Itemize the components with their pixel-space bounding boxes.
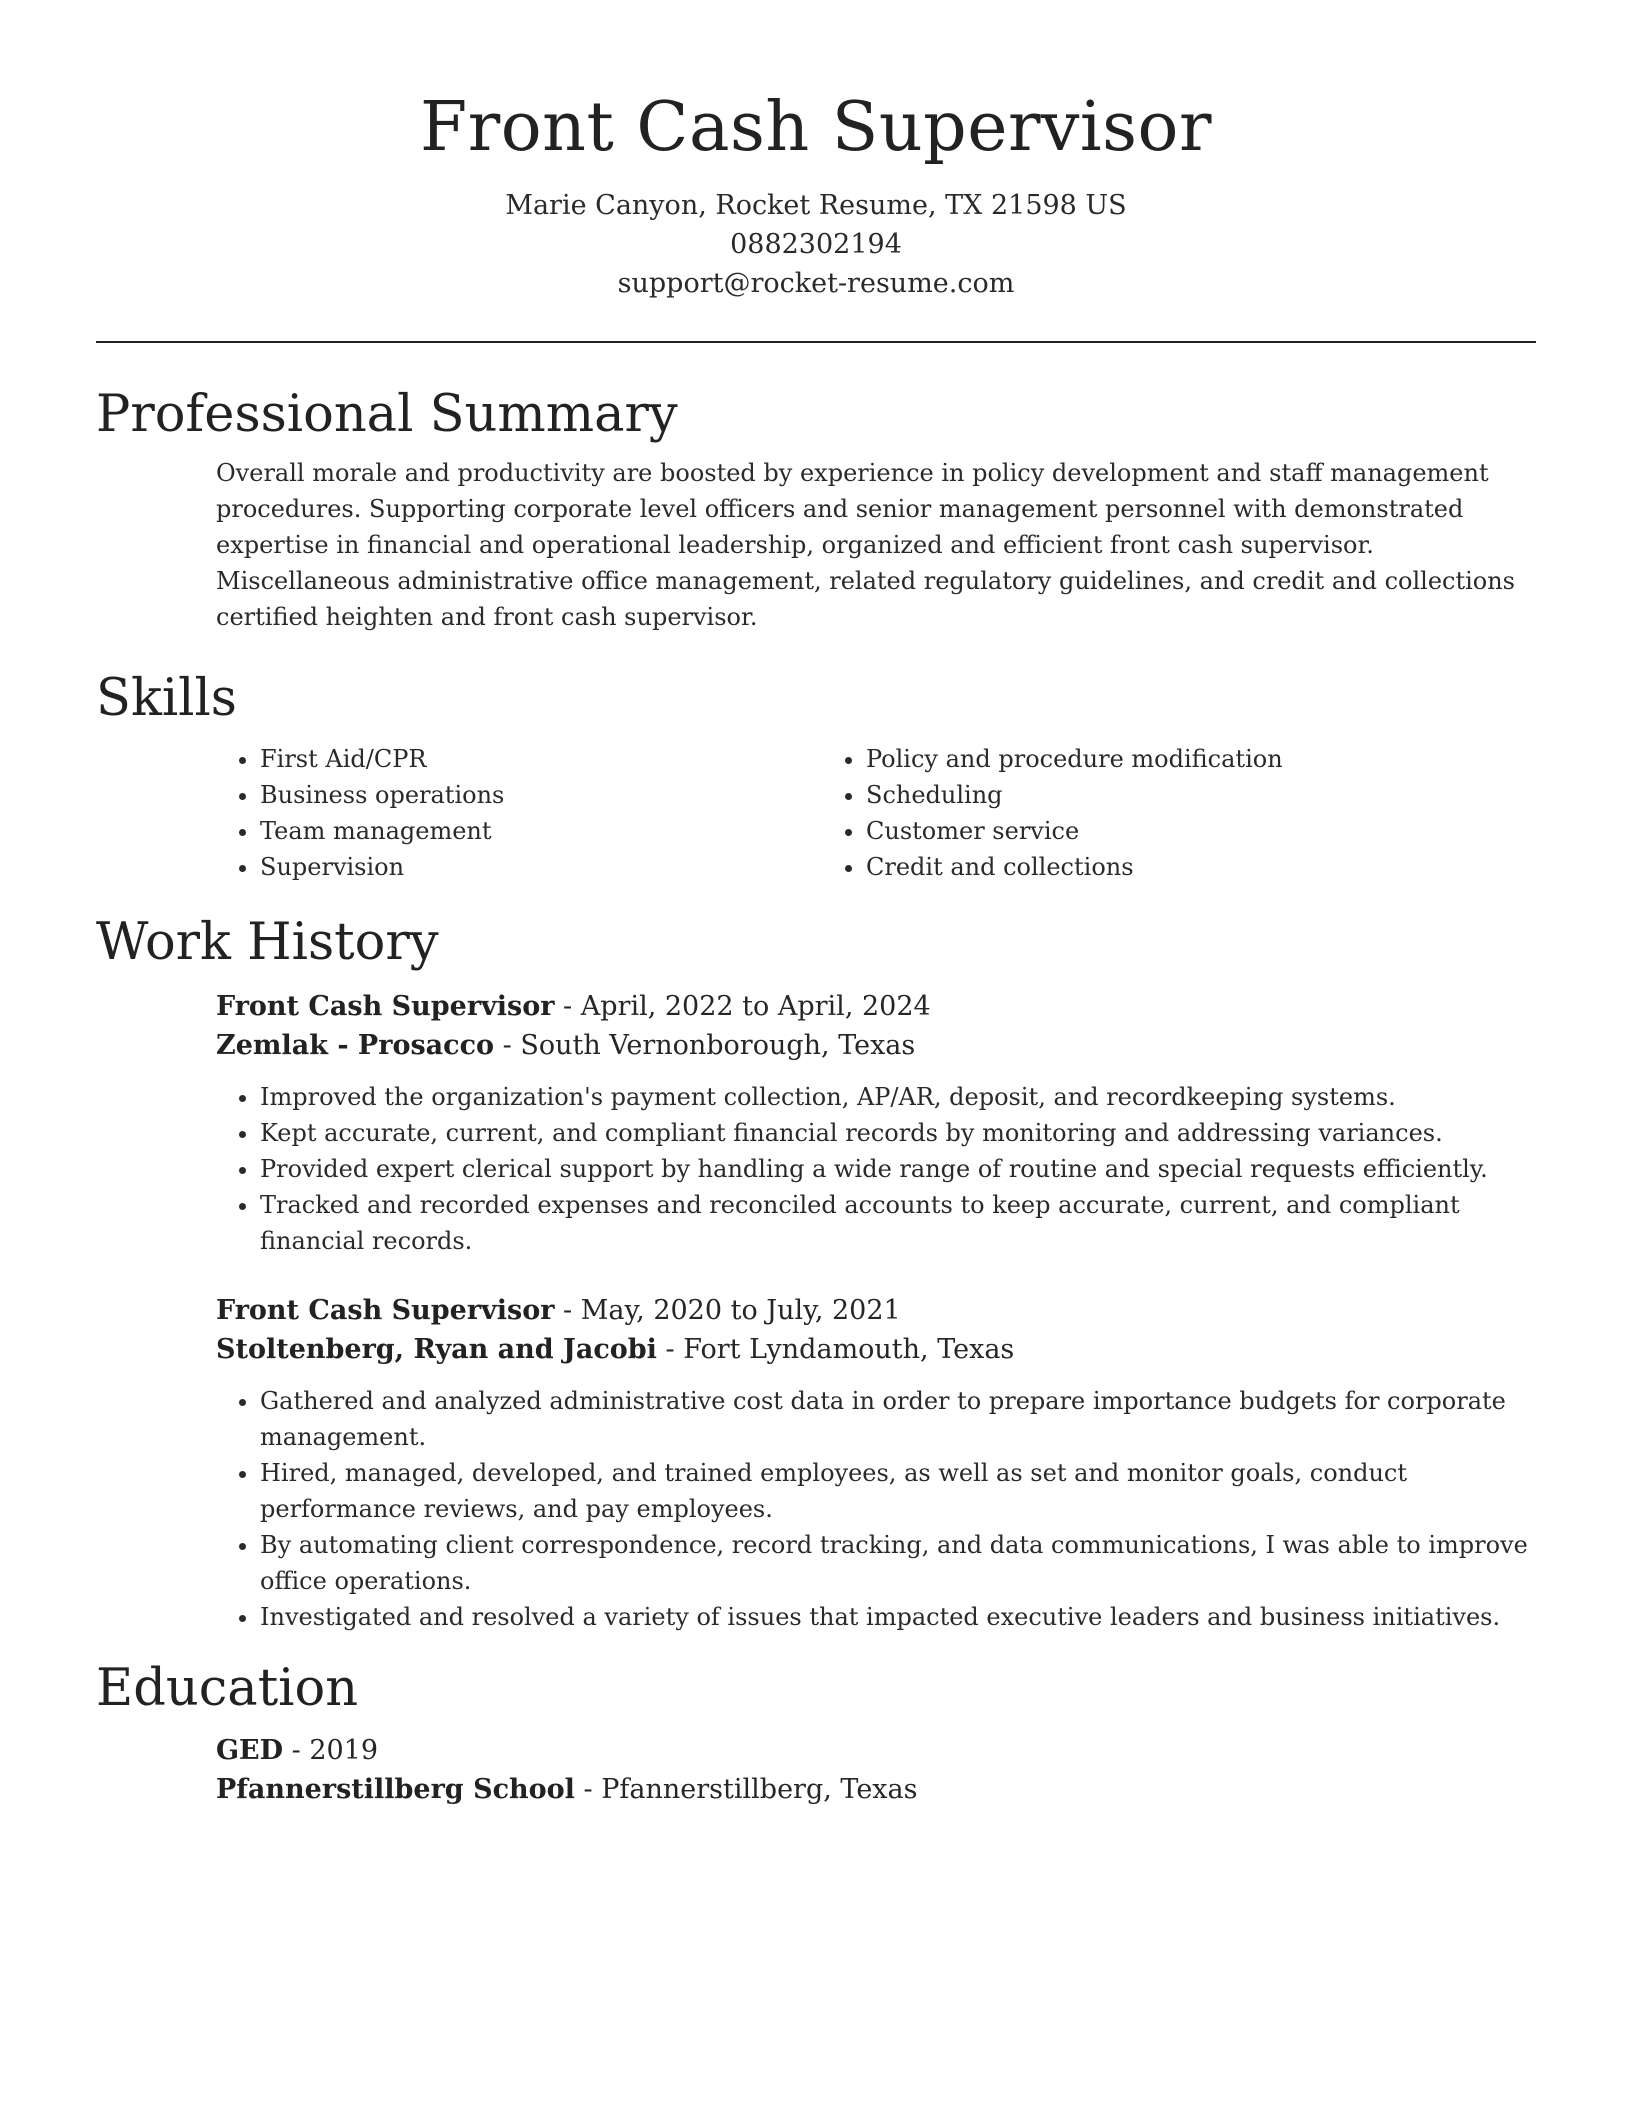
responsibility-item: • Tracked and recorded expenses and reconciled accounts to keep accurate, current, and compliant financial records.: [260, 1187, 1536, 1259]
skill-item: • Policy and procedure modification: [866, 741, 1283, 777]
contact-email: support@rocket-resume.com: [617, 268, 1015, 299]
separator: -: [563, 1295, 581, 1326]
job-dates: May, 2020 to July, 2021: [580, 1295, 901, 1326]
resume-header: [96, 0, 1536, 303]
job-entry: [216, 987, 1536, 1259]
contact-block: [96, 186, 1536, 303]
job-title-line: [216, 987, 1536, 1026]
education-school-line: [216, 1770, 1536, 1809]
job-entry: [216, 1291, 1536, 1635]
education-year: 2019: [309, 1735, 379, 1766]
summary-text: Overall morale and productivity are boosted by experience in policy development and staff management procedures. Supporting corporate level officers and senior management personnel with demonstrated expertise in financial and operational leadership, organized and efficient front cash supervisor. Miscellaneous administrative office management, related regulatory guidelines, and credit and collections certified heighten and front cash supervisor.: [216, 459, 1515, 631]
skill-item: • Team management: [260, 813, 822, 849]
skill-item: • Credit and collections: [866, 849, 1283, 885]
header-divider: [96, 341, 1536, 343]
skill-item: • First Aid/CPR: [260, 741, 822, 777]
skills-column-right: [822, 741, 1283, 885]
separator: -: [502, 1030, 521, 1061]
responsibility-item: • Gathered and analyzed administrative cost data in order to prepare importance budgets for corporate management.: [260, 1383, 1536, 1455]
separator: -: [665, 1334, 684, 1365]
work-history-heading: Work History: [96, 913, 439, 972]
skills-heading: Skills: [96, 669, 237, 728]
job-responsibilities: [216, 1383, 1536, 1635]
responsibility-item: • Hired, managed, developed, and trained employees, as well as set and monitor goals, conduct performance reviews, and pay employees.: [260, 1455, 1536, 1527]
skill-item: • Scheduling: [866, 777, 1283, 813]
separator: -: [563, 991, 581, 1022]
education-location: Pfannerstillberg, Texas: [601, 1774, 918, 1805]
skill-item: • Supervision: [260, 849, 822, 885]
education-heading: Education: [96, 1659, 359, 1718]
skill-item: • Business operations: [260, 777, 822, 813]
job-company-line: [216, 1330, 1536, 1369]
responsibility-item: • Provided expert clerical support by handling a wide range of routine and special requests efficiently.: [260, 1151, 1536, 1187]
job-company-line: [216, 1026, 1536, 1065]
responsibility-item: • Improved the organization's payment collection, AP/AR, deposit, and recordkeeping systems.: [260, 1079, 1536, 1115]
education-entry: [216, 1731, 1536, 1809]
education-degree: GED: [216, 1735, 284, 1766]
job-title: Front Cash Supervisor: [216, 991, 555, 1022]
skill-item: • Customer service: [866, 813, 1283, 849]
responsibility-item: • By automating client correspondence, record tracking, and data communications, I was able to improve office operations.: [260, 1527, 1536, 1599]
separator: -: [583, 1774, 602, 1805]
responsibility-item: • Investigated and resolved a variety of issues that impacted executive leaders and business initiatives.: [260, 1599, 1536, 1635]
contact-phone: 0882302194: [730, 229, 902, 260]
responsibility-item: • Kept accurate, current, and compliant financial records by monitoring and addressing variances.: [260, 1115, 1536, 1151]
skills-list: [216, 741, 1536, 885]
skills-column-left: [216, 741, 822, 885]
summary-heading: Professional Summary: [96, 385, 678, 444]
education-degree-line: [216, 1731, 1536, 1770]
contact-address: Marie Canyon, Rocket Resume, TX 21598 US: [505, 190, 1127, 221]
job-dates: April, 2022 to April, 2024: [580, 991, 931, 1022]
education-school: Pfannerstillberg School: [216, 1774, 575, 1805]
job-company: Stoltenberg, Ryan and Jacobi: [216, 1334, 657, 1365]
job-responsibilities: [216, 1079, 1536, 1259]
job-location: Fort Lyndamouth, Texas: [683, 1334, 1015, 1365]
job-company: Zemlak - Prosacco: [216, 1030, 495, 1061]
candidate-name: Front Cash Supervisor: [420, 88, 1212, 167]
separator: -: [291, 1735, 310, 1766]
job-title-line: [216, 1291, 1536, 1330]
job-location: South Vernonborough, Texas: [520, 1030, 916, 1061]
job-title: Front Cash Supervisor: [216, 1295, 555, 1326]
